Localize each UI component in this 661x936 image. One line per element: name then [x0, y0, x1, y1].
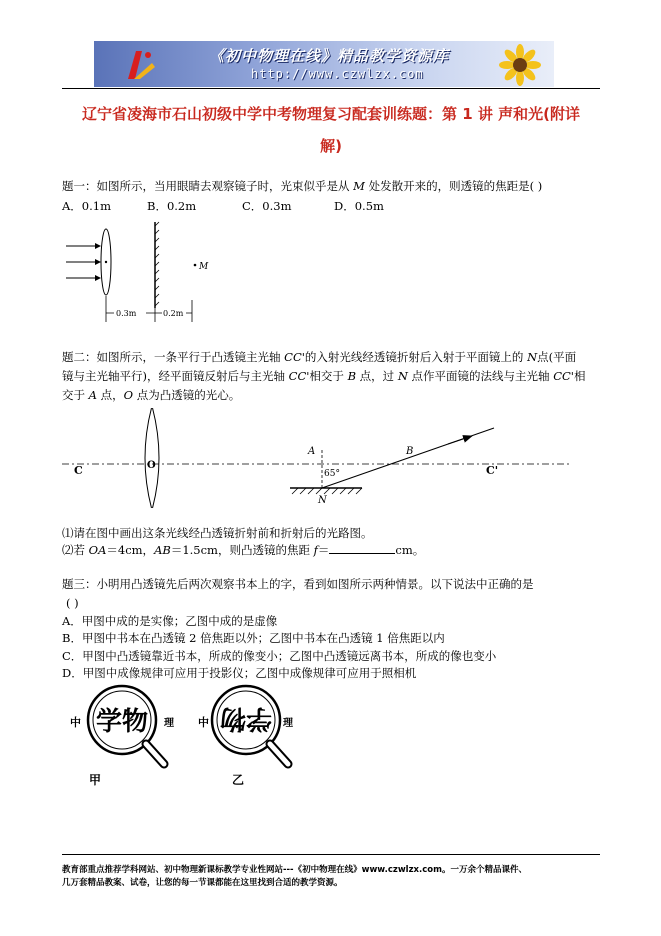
q1-stem: 题一：如图所示，当用眼睛去观察镜子时，光束似乎是从 M 处发散开来的，则透镜的焦距是( ) [62, 179, 543, 193]
q2-answer-blank[interactable] [329, 542, 395, 554]
footer-line2: 几万套精品教案、试卷，让您的每一节课都能在这里找到合适的教学资源。 [62, 878, 343, 888]
q3-option-b: B．甲图中书本在凸透镜 2 倍焦距以外；乙图中书本在凸透镜 1 倍焦距以内 [62, 631, 445, 645]
q2-angle-label: 65° [324, 469, 340, 479]
banner-url[interactable]: http://www.czwlzx.com [251, 67, 424, 81]
q3-lens1-text: 学物 [95, 707, 149, 737]
q3-stem: 题三：小明用凸透镜先后两次观察书本上的字，看到如图所示两种情景。以下说法中正确的是 [62, 577, 534, 591]
q3-magnifier-jia [70, 686, 175, 787]
site-logo-icon [122, 45, 158, 83]
svg-text:理: 理 [283, 718, 293, 729]
q2-label-b: B [406, 446, 414, 457]
q2-label-c-right: C' [486, 464, 499, 477]
header-banner [94, 41, 554, 87]
q3-option-d: D．甲图中成像规律可应用于投影仪；乙图中成像规律可应用于照相机 [62, 666, 417, 680]
q2-label-o: O [147, 460, 156, 471]
q2-label-c-left: C [74, 464, 83, 477]
q1-point-m [194, 264, 197, 267]
q3-caption-yi: 乙 [232, 773, 245, 787]
svg-text:中: 中 [198, 716, 209, 729]
q1-figure [62, 218, 242, 330]
footer-line1: 教育部重点推荐学科网站、初中物理新课标教学专业性网站---《初中物理在线》www.czwlzx.com。一万余个精品课件、 [62, 865, 527, 875]
q2-label-a: A [308, 446, 316, 457]
q3-caption-jia: 甲 [89, 773, 102, 787]
document-title-line1: 辽宁省凌海市石山初级中学中考物理复习配套训练题：第 1 讲 声和光(附详 [82, 105, 580, 123]
q3-answer-paren: ( ) [66, 596, 79, 610]
document-title [62, 98, 600, 162]
q3-option-a: A．甲图中成的是实像；乙图中成的是虚像 [62, 614, 278, 628]
footer-rule [62, 854, 600, 855]
q3-option-c: C．甲图中凸透镜靠近书本，所成的像变小；乙图中凸透镜远离书本，所成的像也变小 [62, 649, 497, 663]
q2-figure [62, 408, 602, 508]
document-title-line2: 解) [320, 137, 342, 155]
q1-option-c: C．0.3m [242, 199, 292, 213]
q2-stem-line1: 题二：如图所示，一条平行于凸透镜主光轴 CC'的入射光线经透镜折射后入射于平面镜上的 N点(平面 [62, 350, 577, 364]
q2-sub1: ⑴请在图中画出这条光线经凸透镜折射前和折射后的光路图。 [62, 526, 373, 540]
q3-lens2-text: 学物 [219, 703, 273, 733]
svg-text:理: 理 [164, 718, 174, 729]
q2-stem-line3: 交于 A 点，O 点为凸透镜的光心。 [62, 388, 241, 402]
q3-magnifier-yi [198, 686, 294, 787]
q2-sub2: ⑵若 OA＝4cm，AB＝1.5cm，则凸透镜的焦距 f＝ cm。 [62, 543, 425, 557]
q1-dim-label-2: 0.2m [163, 309, 184, 318]
q1-option-d: D．0.5m [334, 199, 384, 213]
sunflower-icon [492, 41, 554, 87]
q2-label-n: N [318, 495, 327, 506]
q1-option-b: B．0.2m [147, 199, 197, 213]
banner-title: 《初中物理在线》精品教学资源库 [209, 47, 450, 65]
q2-stem-line2: 镜与主光轴平行)，经平面镜反射后与主光轴 CC'相交于 B 点，过 N 点作平面镜的法线与主光轴 CC'相 [62, 369, 586, 383]
header-rule [62, 88, 600, 89]
q3-figure [62, 684, 322, 792]
q1-option-a: A．0.1m [62, 199, 111, 213]
q1-dim-label-1: 0.3m [116, 309, 137, 318]
q1-label-m: M [199, 262, 209, 272]
svg-text:中: 中 [70, 716, 81, 729]
